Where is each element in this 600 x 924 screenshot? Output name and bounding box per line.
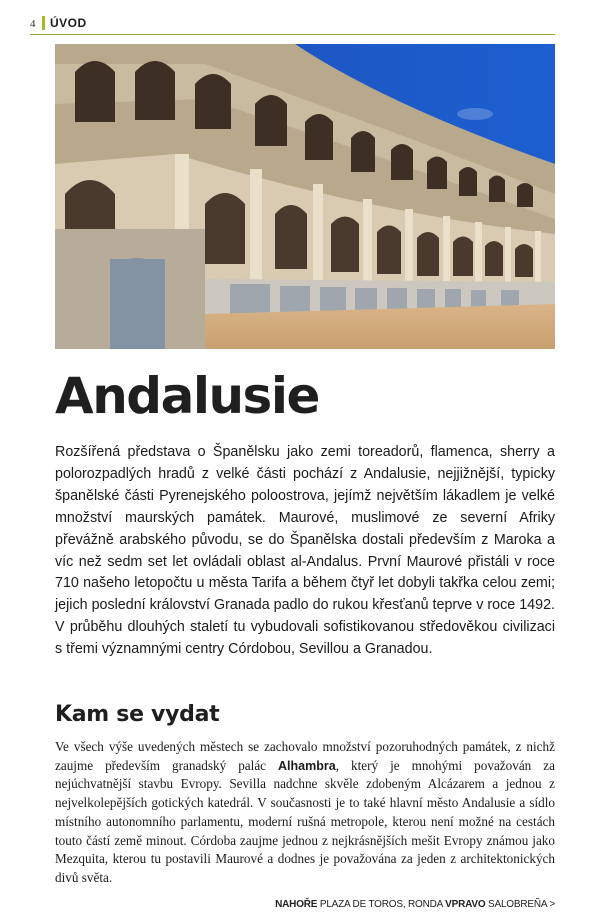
body-text-rest: , který je mnohými považován za nejúchvatnější stavbu Evropy. Sevilla nadchne skvěle zdobeným Alcázarem a jednou z nejvelkolepějších gotických katedrál. V současnosti je to také hlavní město Andalusie a sídlo místního autonomního parlamentu, moderní rušná metropole, kterou není možné na cestách touto částí země minout. Córdoba zaujme jednou z nejkrásnějších mešit Evropy známou jako Mezquita, kterou tu postavili Maurové a dodnes je považována za jeden z architektonických divů světa. xyxy=(55,757,555,885)
photo-bullring xyxy=(55,44,555,349)
page-title: Andalusie xyxy=(55,367,319,425)
intro-paragraph: Rozšířená představa o Španělsku jako zemi toreadorů, flamenca, sherry a polorozpadlých hradů z velké části pochází z Andalusie, nejjižnější, typicky španělské části Pyrenejského poloostrova, jejímž největším lákadlem je velké množství maurských památek. Maurové, muslimové ze severní Afriky převážně arabského původu, se do Španělska dostali především z Maroka a víc než sedm set let ovládali oblast al-Andalus. První Maurové přistáli v roce 710 našeho letopočtu u města Tarifa a během čtyř let dobyli takřka celou zemi; jejich poslední království Granada padlo do rukou křesťanů teprve v roce 1492. V průběhu dlouhých staletí tu vybudovali sofistikovanou středověkou civilizaci s třemi významnými centry Córdobou, Sevillou a Granadou. xyxy=(55,444,555,658)
caption-text-right: SALOBREÑA > xyxy=(485,899,555,910)
caption-label-top: NAHOŘE xyxy=(275,899,318,910)
section-heading: Kam se vydat xyxy=(55,702,220,727)
alhambra-highlight: Alhambra xyxy=(278,758,336,773)
body-text-start: Ve všech výše uvedených městech se zachovalo množství pozoruhodných památek, z nichž zaujme především granadský palác xyxy=(55,739,555,773)
section-name: ÚVOD xyxy=(50,16,87,30)
caption-label-right: VPRAVO xyxy=(445,899,486,910)
page-number: 4 xyxy=(30,18,36,30)
caption-text-top: PLAZA DE TOROS, RONDA xyxy=(317,899,446,910)
photo-caption xyxy=(275,899,555,910)
section-accent-bar xyxy=(42,16,45,30)
body-paragraph xyxy=(55,738,555,888)
page-header xyxy=(30,12,555,35)
